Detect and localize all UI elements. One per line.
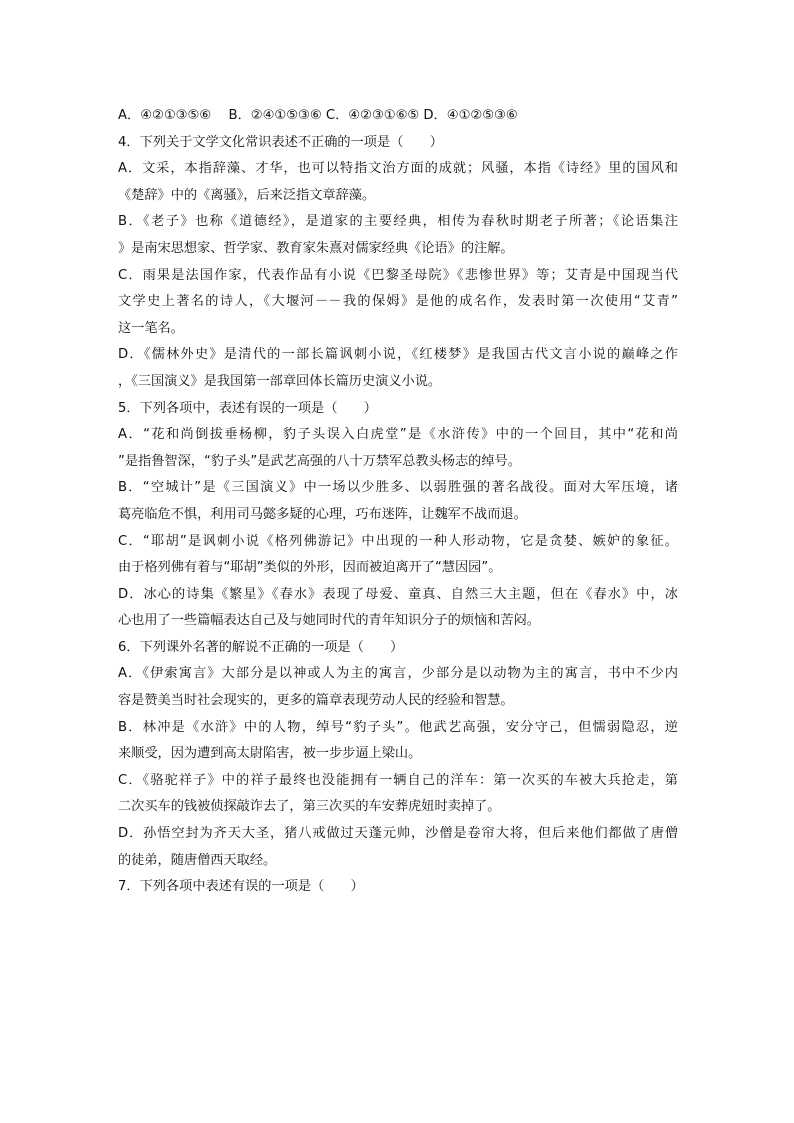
question-5-option-a-line-2: ”是指鲁智深，“豹子头”是武艺高强的八十万禁军总教头杨志的绰号。: [118, 453, 521, 469]
question-4-option-d-line-1: D．《儒林外史》是清代的一部长篇讽刺小说，《红楼梦》是我国古代文言小说的巅峰之作: [118, 347, 678, 363]
question-7-stem: 7．下列各项中表述有误的一项是（ ）: [118, 879, 364, 895]
question-5-option-b-line-1: B．“空城计”是《三国演义》中一场以少胜多、以弱胜强的著名战役。面对大军压境，诸: [118, 480, 678, 496]
question-6-option-c-line-1: C．《骆驼祥子》中的祥子最终也没能拥有一辆自己的洋车：第一次买的车被大兵抢走，第: [118, 772, 678, 788]
question-5-option-c-line-1: C．“耶胡”是讽刺小说《格列佛游记》中出现的一种人形动物，它是贪婪、嫉妒的象征。: [118, 533, 678, 549]
question-4-option-c-line-3: 这一笔名。: [118, 320, 184, 336]
question-5-option-c-line-2: 由于格列佛有着与“耶胡”类似的外形，因而被迫离开了“慧因园”。: [118, 560, 502, 576]
question-4-option-d-line-2: ，《三国演义》是我国第一部章回体长篇历史演义小说。: [118, 373, 442, 389]
question-6-option-c-line-2: 二次买车的钱被侦探敲诈去了，第三次买的车安葬虎妞时卖掉了。: [118, 799, 501, 815]
question-6-option-a-line-2: 容是赞美当时社会现实的，更多的篇章表现劳动人民的经验和智慧。: [118, 693, 514, 709]
question-5-stem: 5．下列各项中，表述有误的一项是（ ）: [118, 400, 377, 416]
document-page: [118, 103, 678, 901]
question-5-option-d-line-1: D．冰心的诗集《繁星》《春水》表现了母爱、童真、自然三大主题，但在《春水》中，冰: [118, 586, 678, 602]
question-4-stem: 4．下列关于文学文化常识表述不正确的一项是（ ）: [118, 134, 443, 150]
question-4-option-a-line-2: 《楚辞》中的《离骚》，后来泛指文章辞藻。: [118, 187, 376, 203]
question-5-option-a-line-1: A．“花和尚倒拔垂杨柳，豹子头误入白虎堂”是《水浒传》中的一个回目，其中“花和尚: [118, 427, 678, 443]
question-6-option-d-line-2: 的徒弟，随唐僧西天取经。: [118, 852, 277, 868]
question-4-option-a-line-1: A．文采，本指辞藻、才华，也可以特指文治方面的成就；风骚，本指《诗经》里的国风和: [118, 161, 678, 177]
question-6-option-a-line-1: A．《伊索寓言》大部分是以神或人为主的寓言，少部分是以动物为主的寓言，书中不少内: [118, 666, 678, 682]
question-4-option-c-line-2: 文学史上著名的诗人，《大堰河－－我的保姆》是他的成名作，发表时第一次使用“艾青”: [118, 294, 678, 310]
question-6-option-b-line-1: B．林冲是《水浒》中的人物，绰号“豹子头”。他武艺高强，安分守己，但懦弱隐忍，逆: [118, 719, 678, 735]
question-4-option-b-line-2: 》是南宋思想家、哲学家、教育家朱熹对儒家经典《论语》的注解。: [118, 240, 514, 256]
question-4-option-c-line-1: C．雨果是法国作家，代表作品有小说《巴黎圣母院》《悲惨世界》等；艾青是中国现当代: [118, 267, 678, 283]
question-5-option-b-line-2: 葛亮临危不惧，利用司马懿多疑的心理，巧布迷阵，让魏军不战而退。: [118, 506, 527, 522]
question-6-stem: 6．下列课外名著的解说不正确的一项是（ ）: [118, 639, 404, 655]
question-5-option-d-line-2: 心也用了一些篇幅表达自己及与她同时代的青年知识分子的烦恼和苦闷。: [118, 613, 540, 629]
question-4-option-b-line-1: B．《老子》也称《道德经》，是道家的主要经典，相传为春秋时期老子所著；《论语集注: [118, 214, 678, 230]
answer-options-line: A．④②①③⑤⑥ B．②④①⑤③⑥ C．④②③①⑥⑤ D．④①②⑤③⑥: [118, 108, 518, 123]
question-6-option-d-line-1: D．孙悟空封为齐天大圣，猪八戒做过天蓬元帅，沙僧是卷帘大将，但后来他们都做了唐僧: [118, 826, 678, 842]
question-6-option-b-line-2: 来顺受，因为遭到高太尉陷害，被一步步逼上梁山。: [118, 746, 422, 762]
